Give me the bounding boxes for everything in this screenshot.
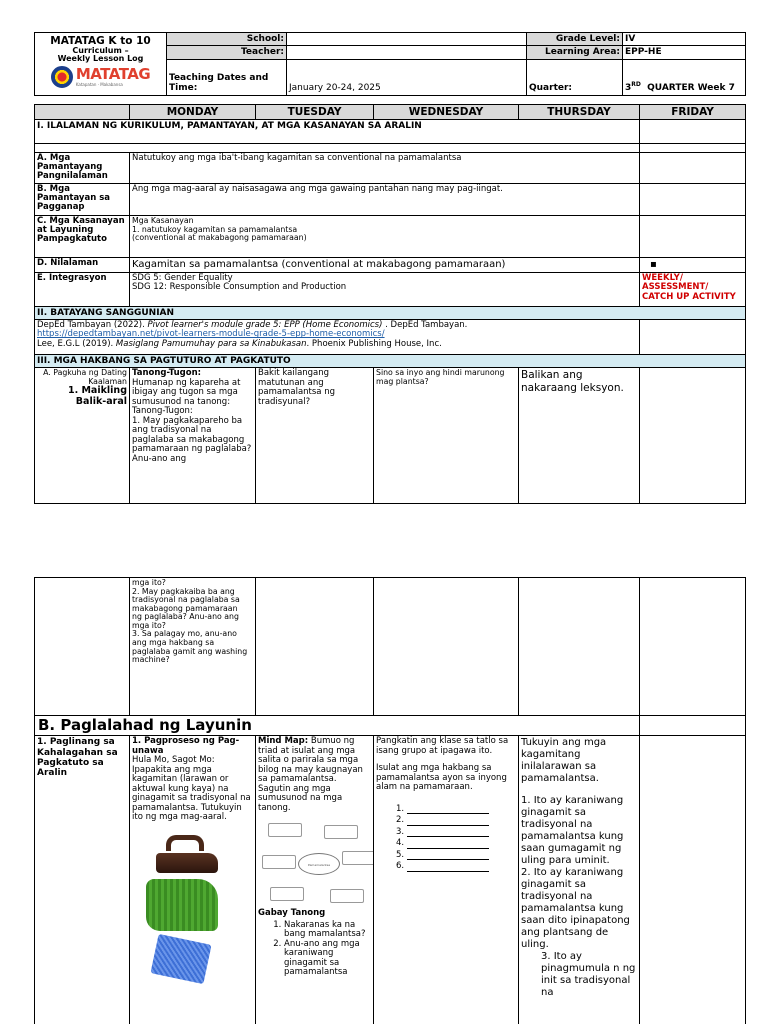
empty-cell xyxy=(640,216,746,258)
friday-assessment-note: WEEKLY/ ASSESSMENT/ CATCH UP ACTIVITY xyxy=(640,272,746,306)
empty-cell xyxy=(374,578,519,716)
deped-seal-icon xyxy=(51,66,73,88)
tuesday-review: Bakit kailangang matutunan ang pamamalantsa ng tradisyunal? xyxy=(256,368,374,504)
friday-objectives xyxy=(640,736,746,1024)
form-title: MATATAG K to 10 xyxy=(50,35,151,47)
grade-label: Grade Level: xyxy=(527,33,623,46)
school-value xyxy=(287,33,527,46)
empty-cell xyxy=(519,578,640,716)
day-header-tuesday: TUESDAY xyxy=(256,105,374,120)
thursday-review: Balikan ang nakaraang leksyon. xyxy=(519,368,640,504)
mind-map-diagram xyxy=(260,819,369,909)
friday-review xyxy=(640,368,746,504)
logo-cell xyxy=(35,33,167,96)
row-label-c: C. Mga Kasanayan at Layuning Pampagkatuto xyxy=(35,216,130,258)
day-header-wednesday: WEDNESDAY xyxy=(374,105,519,120)
school-label: School: xyxy=(167,33,287,46)
brand-tagline: Katapatan · Makabansa xyxy=(75,82,123,88)
quarter-label: Quarter: xyxy=(527,59,623,95)
form-subtitle: Curriculum – Weekly Lesson Log xyxy=(57,46,144,64)
day-header-friday: FRIDAY xyxy=(640,105,746,120)
lesson-log-table-continued xyxy=(34,577,746,1024)
content-topic: Kagamitan sa pamamalantsa (conventional at makabagong pamamaraan) xyxy=(130,258,640,273)
row-label-d: D. Nilalaman xyxy=(35,258,130,273)
charcoal-iron-image xyxy=(152,831,222,873)
row-label-step-a: A. Pagkuha ng Dating Kaalaman 1. Maikling Balik-aral xyxy=(35,368,130,504)
row-label-a: A. Mga Pamantayang Pangnilalaman xyxy=(35,153,130,184)
row-label-e: E. Integrasyon xyxy=(35,272,130,306)
steps-blank-list: 1. 2. 3. 4. 5. 6. xyxy=(396,805,516,872)
wednesday-objectives: Pangkatin ang klase sa tatlo sa isang grupo at ipagawa ito. Isulat ang mga hakbang sa pamamalantsa ayon sa inyong alam na pamamaraan. 1. 2. 3. 4. 5. 6. xyxy=(374,736,519,1024)
performance-standards: Ang mga mag-aaral ay naisasagawa ang mga gawaing pantahan nang may pag-iingat. xyxy=(130,184,640,216)
day-header-monday: MONDAY xyxy=(130,105,256,120)
learning-area-value: EPP-HE xyxy=(623,46,746,59)
banana-leaf-image xyxy=(146,879,218,931)
empty-cell xyxy=(640,153,746,184)
monday-review-continued: mga ito? 2. May pagkakaiba ba ang tradisyonal na paglalaba sa makabagong pamamaraan ng paglalaba? Anu-ano ang mga ito? 3. Sa palagay mo, anu-ano ang mga hakbang sa paglalaba gamit ang washing machine? xyxy=(130,578,256,716)
empty-cell xyxy=(640,716,746,736)
logo xyxy=(37,66,164,88)
thursday-objectives: Tukuyin ang mga kagamitang inilalarawan sa pamamalantsa. 1. Ito ay karaniwang ginagamit sa tradisyonal na pamamalantsa kung saan gumagamit ng uling para uminit. 2. Ito ay karaniwang ginagamit sa tradisyonal na pamamalantsa kung saan dito ipinapatong ang plantsang de uling. 3. Ito ay pinagmumula n ng init sa tradisyonal na xyxy=(519,736,640,1024)
grade-value: IV xyxy=(623,33,746,46)
row-label-step-b: 1. Paglinang sa Kahalagahan sa Pagkatuto sa Aralin xyxy=(35,736,130,1024)
quarter-value: 3RD QUARTER Week 7 xyxy=(623,59,746,95)
mind-map-center: Pamamalantsa xyxy=(298,853,340,875)
dates-label: Teaching Dates and Time: xyxy=(167,59,287,95)
tuesday-objectives: Mind Map: Bumuo ng triad at isulat ang mga salita o parirala sa mga bilog na may kaugnayan sa pamamalantsa. Sagutin ang mga sumusunod na mga tanong. Pamamalantsa Gabay Tanong 1. Nakaranas ka na bang mamalantsa? 2. Anu-ano ang mga karaniwang ginagamit sa pamamalantsa xyxy=(256,736,374,1024)
brand-logo: MATATAG xyxy=(75,64,151,83)
day-header-blank xyxy=(35,105,130,120)
teacher-value xyxy=(287,46,527,59)
learning-competencies: Mga Kasanayan 1. natutukoy kagamitan sa pamamalantsa (conventional at makabagong pamamaraan) xyxy=(130,216,640,258)
content-standards: Natutukoy ang mga iba't-ibang kagamitan sa conventional na pamamalantsa xyxy=(130,153,640,184)
monday-review: Tanong-Tugon: Humanap ng kapareha at ibigay ang tugon sa mga sumusunod na tanong: Tanong-Tugon: 1. May pagkakapareho ba ang tradisyonal na paglalaba sa makabagong pamamaraan ng paglalaba? Anu-ano ang xyxy=(130,368,256,504)
section-heading-3: III. MGA HAKBANG SA PAGTUTURO AT PAGKATUTO xyxy=(35,354,746,367)
integration: SDG 5: Gender Equality SDG 12: Responsible Consumption and Production xyxy=(130,272,640,306)
row-label-b: B. Mga Pamantayan sa Pagganap xyxy=(35,184,130,216)
empty-cell xyxy=(35,578,130,716)
empty-cell xyxy=(256,578,374,716)
day-header-thursday: THURSDAY xyxy=(519,105,640,120)
bullet-icon: ▪ xyxy=(640,258,746,273)
empty-cell xyxy=(640,120,746,144)
teacher-label: Teacher: xyxy=(167,46,287,59)
spacer-row xyxy=(35,144,640,153)
empty-cell xyxy=(640,144,746,153)
header-table xyxy=(34,32,746,96)
blue-cloth-image xyxy=(150,934,211,984)
wednesday-review: Sino sa inyo ang hindi marunong mag plantsa? xyxy=(374,368,519,504)
empty-cell xyxy=(640,319,746,354)
learning-area-label: Learning Area: xyxy=(527,46,623,59)
empty-cell xyxy=(640,578,746,716)
lesson-log-table xyxy=(34,104,746,504)
dates-value: January 20-24, 2025 xyxy=(287,59,527,95)
reference-link[interactable]: https://depedtambayan.net/pivot-learners-module-grade-5-epp-home-economics/ xyxy=(37,329,385,340)
monday-objectives: 1. Pagproseso ng Pag-unawa Hula Mo, Sagot Mo: Ipapakita ang mga kagamitan (larawan or aktuwal kung kaya) na ginagamit sa tradisyonal na pamamalantsa. Tutukuyin ito ng mga mag-aaral. xyxy=(130,736,256,1024)
references: DepEd Tambayan (2022). Pivot learner's module grade 5: EPP (Home Economics) . DepEd Tambayan. https://depedtambayan.net/pivot-learners-module-grade-5-epp-home-economics/ Lee, E.G.L (2019). Masiglang Pamumuhay para sa Kinabukasan. Phoenix Publishing House, Inc. xyxy=(35,319,640,354)
section-heading-2: II. BATAYANG SANGGUNIAN xyxy=(35,306,746,319)
section-heading-1: I. ILALAMAN NG KURIKULUM, PAMANTAYAN, AT MGA KASANAYAN SA ARALIN xyxy=(35,120,640,144)
empty-cell xyxy=(640,184,746,216)
section-heading-b: B. Paglalahad ng Layunin xyxy=(35,716,640,736)
